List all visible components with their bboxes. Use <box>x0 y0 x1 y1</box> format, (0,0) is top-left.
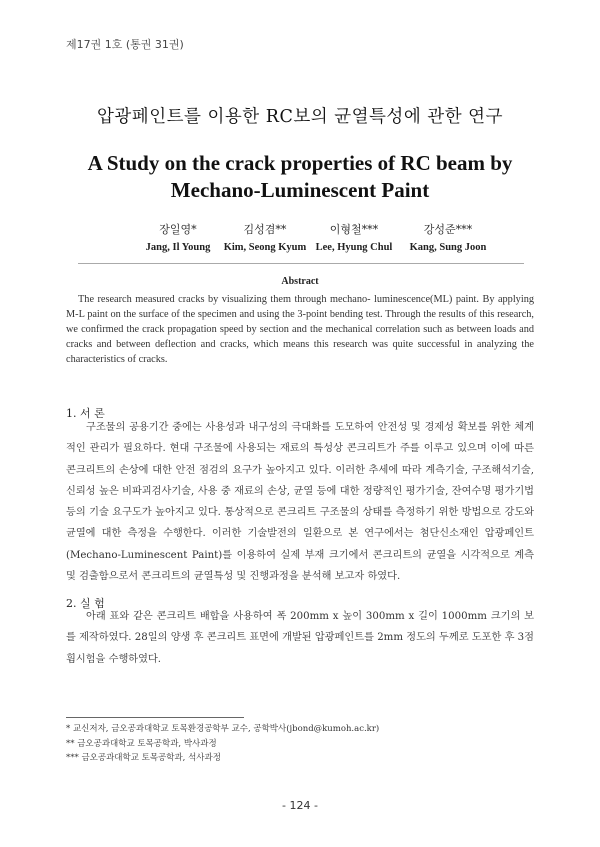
abstract-heading: Abstract <box>281 276 319 287</box>
footnote-3: *** 금오공과대학교 토목공학과, 석사과정 <box>66 753 221 763</box>
author-3-en: Lee, Hyung Chul <box>315 242 393 253</box>
author-2-en: Kim, Seong Kyum <box>223 242 307 253</box>
author-1-ko: 장일영* <box>159 223 197 236</box>
footnotes <box>66 722 536 766</box>
author-3-ko: 이형철*** <box>329 223 379 236</box>
korean-title: 압광페인트를 이용한 RC보의 균열특성에 관한 연구 <box>97 107 503 127</box>
author-2-ko: 김성겸** <box>243 223 287 236</box>
header-divider <box>78 263 524 264</box>
journal-header: 제17권 1호 (통권 31권) <box>66 38 184 51</box>
author-4-en: Kang, Sung Joon <box>409 242 487 253</box>
author-1-en: Jang, Il Young <box>145 242 211 253</box>
author-4 <box>388 221 508 253</box>
footnote-1: * 교신저자, 금오공과대학교 토목환경공학부 교수, 공학박사(jbond@kumoh.ac.kr) <box>66 724 380 734</box>
abstract-body: The research measured cracks by visualizing them through mechano- luminescence(ML) paint. By applying M-L paint on the surface of the specimen and using the 3-point bending test. Through the results of this research, we confirmed the crack propagation speed by section and the mechanical correlation such as between loads and cracks and between deflection and cracks, which means this research was quite successful in analyzing the characteristics of cracks. <box>66 294 534 365</box>
page-number: - 124 - <box>282 799 318 812</box>
section-2-body: 아래 표와 같은 콘크리트 배합을 사용하여 폭 200mm x 높이 300mm x 길이 1000mm 크기의 보를 제작하였다. 28일의 양생 후 콘크리트 표면에 개발된 압광페인트를 2mm 정도의 두께로 도포한 후 3점 휨시험을 수행하였다. <box>66 611 534 665</box>
footnote-divider <box>66 717 244 718</box>
section-2-heading: 2. 실 험 <box>66 597 105 610</box>
footnote-2: ** 금오공과대학교 토목공학과, 박사과정 <box>66 738 217 749</box>
section-1-heading: 1. 서 론 <box>66 407 105 420</box>
author-4-ko: 강성준*** <box>423 223 473 236</box>
section-1-body: 구조물의 공용기간 중에는 사용성과 내구성의 극대화를 도모하여 안전성 및 경제성 확보를 위한 체계적인 관리가 필요하다. 현대 구조물에 사용되는 재료의 특성상 콘크리트가 주를 이루고 있으며 이에 따른 콘크리트의 손상에 대한 안전 점검의 요구가 높아지고 있다. 이러한 추세에 따라 계측기술, 구조해석기술, 신뢰성 높은 비파괴검사기술, 사용 중 재료의 손상, 균열 등에 대한 정량적인 평가기술, 잔여수명 평가기법 등의 기술 요구도가 높아지고 있다. 통상적으로 콘크리트 구조물의 상태를 측정하기 위한 방법으로 강도와 균열에 대한 측정을 수행한다. 이러한 기술발전의 일환으로 본 연구에서는 첨단신소재인 압광페인트(Mechano-Luminescent Paint)를 이용하여 실제 부재 크기에서 콘크리트의 균열을 시각적으로 계측 및 검출함으로서 콘크리트의 균열특성 및 진행과정을 분석해 보고자 하였다. <box>66 422 534 583</box>
english-title: A Study on the crack properties of RC beam by Mechano-Luminescent Paint <box>87 151 513 202</box>
